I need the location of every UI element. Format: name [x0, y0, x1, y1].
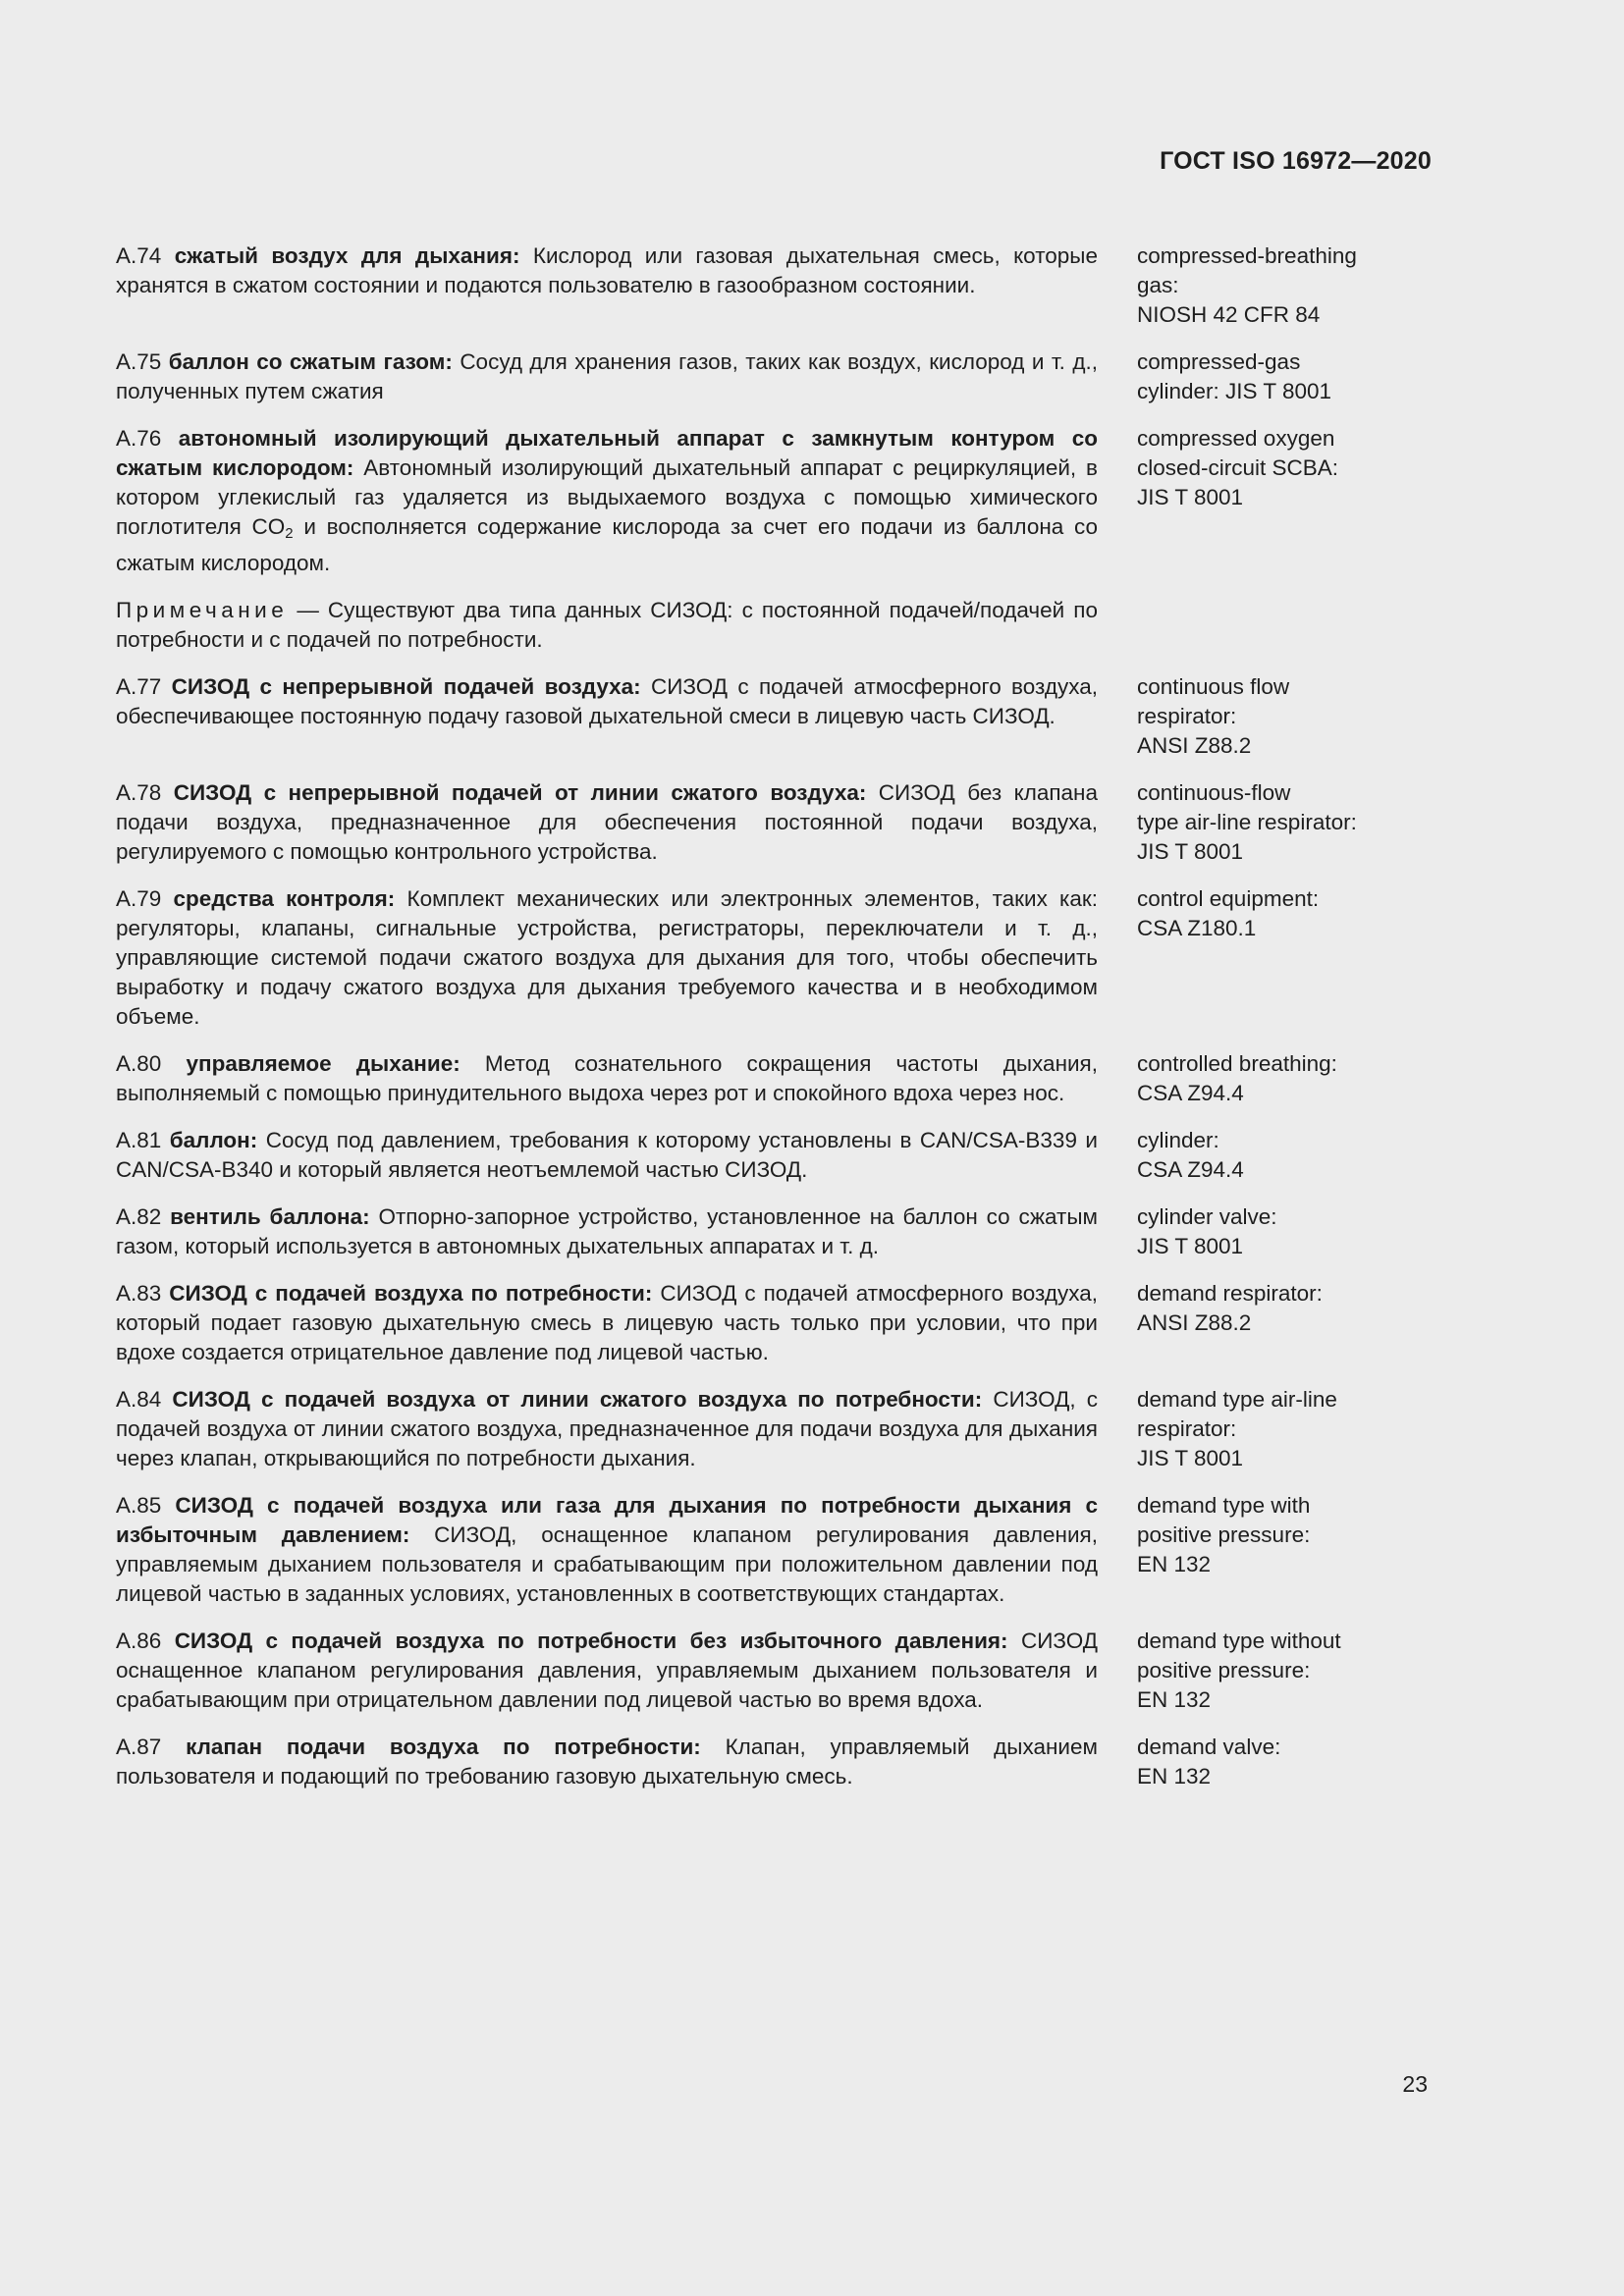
english-ref-line: continuous-flow	[1137, 780, 1291, 805]
term-definition-text: Кислород или газовая дыхательная смесь, которые хранятся в сжатом состоянии и подаются пользователю в газообразном состоянии.	[116, 243, 1098, 297]
term-english-ref	[1137, 1491, 1392, 1609]
english-ref-line: cylinder:	[1137, 1128, 1219, 1152]
term-definition-ru	[116, 1279, 1098, 1367]
term-definition-text: СИЗОД, оснащенное клапаном регулирования давления, управляемым дыханием пользователя и срабатывающим при положительном давлении под лицевой частью в заданных условиях, установленных в соответствующих стандартах.	[116, 1522, 1098, 1606]
term-definition-text: СИЗОД с подачей атмосферного воздуха, который подает газовую дыхательную смесь в лицевую часть только при условии, что при вдохе создается отрицательное давление под лицевой частью.	[116, 1281, 1098, 1364]
english-ref-line: compressed oxygen	[1137, 426, 1335, 451]
term-name: баллон:	[169, 1128, 258, 1152]
note-label: Примечание	[116, 598, 289, 622]
document-header: ГОСТ ISO 16972—2020	[1160, 147, 1432, 175]
term-entry-a84	[116, 1385, 1392, 1473]
english-ref-line: cylinder valve:	[1137, 1204, 1277, 1229]
term-definition-text: СИЗОД с подачей атмосферного воздуха, обеспечивающее постоянную подачу газовой дыхательной смеси в лицевую часть СИЗОД.	[116, 674, 1098, 728]
term-entry-a87	[116, 1733, 1392, 1791]
english-ref-line: cylinder: JIS T 8001	[1137, 379, 1332, 403]
english-ref-line: ANSI Z88.2	[1137, 733, 1252, 758]
term-english-ref	[1137, 1627, 1392, 1715]
term-entry-a81	[116, 1126, 1392, 1185]
term-entry-a82	[116, 1202, 1392, 1261]
term-english-ref	[1137, 672, 1392, 761]
term-number: А.75	[116, 349, 162, 374]
term-english-ref	[1137, 1126, 1392, 1185]
term-definition-ru	[116, 778, 1098, 867]
term-name: СИЗОД с подачей воздуха по потребности без избыточного давления:	[174, 1629, 1008, 1653]
term-definition-ru	[116, 672, 1098, 761]
term-definition-text: Автономный изолирующий дыхательный аппарат с рециркуляцией, в котором углекислый газ удаляется из выдыхаемого воздуха с помощью химического поглотителя CO	[116, 455, 1098, 539]
english-ref-line: NIOSH 42 CFR 84	[1137, 302, 1321, 327]
term-entry-a86	[116, 1627, 1392, 1715]
term-english-ref	[1137, 347, 1392, 406]
english-ref-line: positive pressure:	[1137, 1522, 1311, 1547]
term-number: А.81	[116, 1128, 162, 1152]
term-number: А.85	[116, 1493, 162, 1518]
term-entry-a78	[116, 778, 1392, 867]
term-definition-ru	[116, 1202, 1098, 1261]
term-name: СИЗОД с подачей воздуха от линии сжатого воздуха по потребности:	[172, 1387, 983, 1412]
term-english-ref	[1137, 778, 1392, 867]
english-ref-line: respirator:	[1137, 1416, 1237, 1441]
term-number: А.77	[116, 674, 162, 699]
term-definition-ru	[116, 424, 1098, 578]
term-english-ref	[1137, 1202, 1392, 1261]
english-ref-line: JIS T 8001	[1137, 485, 1243, 509]
term-name: СИЗОД с подачей воздуха по потребности:	[169, 1281, 653, 1306]
english-ref-line: CSA Z180.1	[1137, 916, 1257, 940]
term-name: управляемое дыхание:	[186, 1051, 460, 1076]
term-number: А.76	[116, 426, 162, 451]
english-ref-line: CSA Z94.4	[1137, 1157, 1244, 1182]
term-definition-text: СИЗОД, с подачей воздуха от линии сжатого воздуха, предназначенное для подачи воздуха для дыхания через клапан, открывающийся по потребности дыхания.	[116, 1387, 1098, 1470]
term-number: А.79	[116, 886, 162, 911]
term-english-ref	[1137, 1279, 1392, 1367]
english-ref-line: EN 132	[1137, 1764, 1212, 1789]
term-definition-text: Сосуд для хранения газов, таких как воздух, кислород и т. д., полученных путем сжатия	[116, 349, 1098, 403]
note-text: — Существуют два типа данных СИЗОД: с постоянной подачей/подачей по потребности и с подачей по потребности.	[116, 598, 1098, 652]
term-number: А.82	[116, 1204, 162, 1229]
english-ref-line: compressed-breathing	[1137, 243, 1357, 268]
english-ref-line: type air-line respirator:	[1137, 810, 1357, 834]
english-ref-line: JIS T 8001	[1137, 1446, 1243, 1470]
term-name: баллон со сжатым газом:	[168, 349, 453, 374]
english-ref-line: control equipment:	[1137, 886, 1320, 911]
term-number: А.83	[116, 1281, 162, 1306]
term-number: А.84	[116, 1387, 162, 1412]
note	[116, 596, 1098, 655]
term-definition-ru	[116, 1126, 1098, 1185]
english-ref-line: EN 132	[1137, 1552, 1212, 1576]
term-definition-text: Комплект механических или электронных элементов, таких как: регуляторы, клапаны, сигнальные устройства, регистраторы, переключатели и т. д., управляющие системой подачи сжатого воздуха для дыхания для того, чтобы обеспечить выработку и подачу сжатого воздуха для дыхания требуемого качества и в необходимом объеме.	[116, 886, 1099, 1029]
term-english-ref	[1137, 1385, 1392, 1473]
term-name: сжатый воздух для дыхания:	[174, 243, 520, 268]
term-name: СИЗОД с подачей воздуха или газа для дыхания по потребности дыхания с избыточным давлением:	[116, 1493, 1098, 1547]
english-ref-line: closed-circuit SCBA:	[1137, 455, 1339, 480]
term-number: А.74	[116, 243, 162, 268]
english-ref-line: ANSI Z88.2	[1137, 1310, 1252, 1335]
term-definition-ru	[116, 347, 1098, 406]
page-number: 23	[1402, 2071, 1428, 2097]
term-number: А.87	[116, 1735, 162, 1759]
english-ref-line: gas:	[1137, 273, 1179, 297]
term-english-ref	[1137, 241, 1392, 330]
english-ref-line: EN 132	[1137, 1687, 1212, 1712]
english-ref-line: compressed-gas	[1137, 349, 1301, 374]
term-definition-ru	[116, 1491, 1098, 1609]
term-entry-a75	[116, 347, 1392, 406]
term-definition-ru	[116, 884, 1098, 1032]
term-entry-a74	[116, 241, 1392, 330]
term-entry-a79	[116, 884, 1392, 1032]
term-definition-text: и восполняется содержание кислорода за счет его подачи из баллона со сжатым кислородом.	[116, 514, 1099, 575]
term-definition-text: Метод сознательного сокращения частоты дыхания, выполняемый с помощью принудительного выдоха через рот и спокойного вдоха через нос.	[116, 1051, 1098, 1105]
english-ref-line: demand type air-line	[1137, 1387, 1337, 1412]
term-definition-text: СИЗОД оснащенное клапаном регулирования давления, управляемым дыханием пользователя и срабатывающим при отрицательном давлении под лицевой частью во время вдоха.	[116, 1629, 1098, 1712]
english-ref-line: JIS T 8001	[1137, 839, 1243, 864]
term-english-ref	[1137, 424, 1392, 578]
term-name: СИЗОД с непрерывной подачей от линии сжатого воздуха:	[173, 780, 867, 805]
english-ref-line: demand type with	[1137, 1493, 1311, 1518]
english-ref-line: demand valve:	[1137, 1735, 1281, 1759]
term-number: А.78	[116, 780, 162, 805]
term-definition-ru	[116, 241, 1098, 330]
term-definition-ru	[116, 1733, 1098, 1791]
term-entry-a80	[116, 1049, 1392, 1108]
english-ref-line: respirator:	[1137, 704, 1237, 728]
term-definition-ru	[116, 1627, 1098, 1715]
term-name: автономный изолирующий дыхательный аппарат с замкнутым контуром со сжатым кислородом:	[116, 426, 1098, 480]
term-english-ref	[1137, 884, 1392, 1032]
english-ref-line: demand respirator:	[1137, 1281, 1323, 1306]
term-entries	[116, 241, 1392, 1809]
term-entry-a77	[116, 672, 1392, 761]
term-definition-ru	[116, 1049, 1098, 1108]
english-ref-line: demand type without	[1137, 1629, 1341, 1653]
term-entry-a76	[116, 424, 1392, 578]
term-number: А.86	[116, 1629, 162, 1653]
term-name: средства контроля:	[173, 886, 396, 911]
term-name: клапан подачи воздуха по потребности:	[186, 1735, 701, 1759]
term-definition-text: Клапан, управляемый дыханием пользователя и подающий по требованию газовую дыхательную смесь.	[116, 1735, 1098, 1789]
term-definition-text: Отпорно-запорное устройство, установленное на баллон со сжатым газом, который используется в автономных дыхательных аппаратах и т. д.	[116, 1204, 1098, 1258]
english-ref-line: JIS T 8001	[1137, 1234, 1243, 1258]
term-english-ref	[1137, 1049, 1392, 1108]
term-name: вентиль баллона:	[170, 1204, 370, 1229]
term-name: СИЗОД с непрерывной подачей воздуха:	[171, 674, 641, 699]
term-entry-a85	[116, 1491, 1392, 1609]
term-entry-a83	[116, 1279, 1392, 1367]
term-number: А.80	[116, 1051, 162, 1076]
english-ref-line: controlled breathing:	[1137, 1051, 1337, 1076]
term-english-ref	[1137, 1733, 1392, 1791]
english-ref-line: positive pressure:	[1137, 1658, 1311, 1682]
subscript: 2	[285, 525, 294, 542]
term-definition-text: Сосуд под давлением, требования к которому установлены в CAN/CSA-B339 и CAN/CSA-B340 и который является неотъемлемой частью СИЗОД.	[116, 1128, 1098, 1182]
term-definition-text: СИЗОД без клапана подачи воздуха, предназначенное для обеспечения постоянной подачи воздуха, регулируемого с помощью контрольного устройства.	[116, 780, 1098, 864]
term-definition-ru	[116, 1385, 1098, 1473]
english-ref-line: CSA Z94.4	[1137, 1081, 1244, 1105]
english-ref-line: continuous flow	[1137, 674, 1290, 699]
